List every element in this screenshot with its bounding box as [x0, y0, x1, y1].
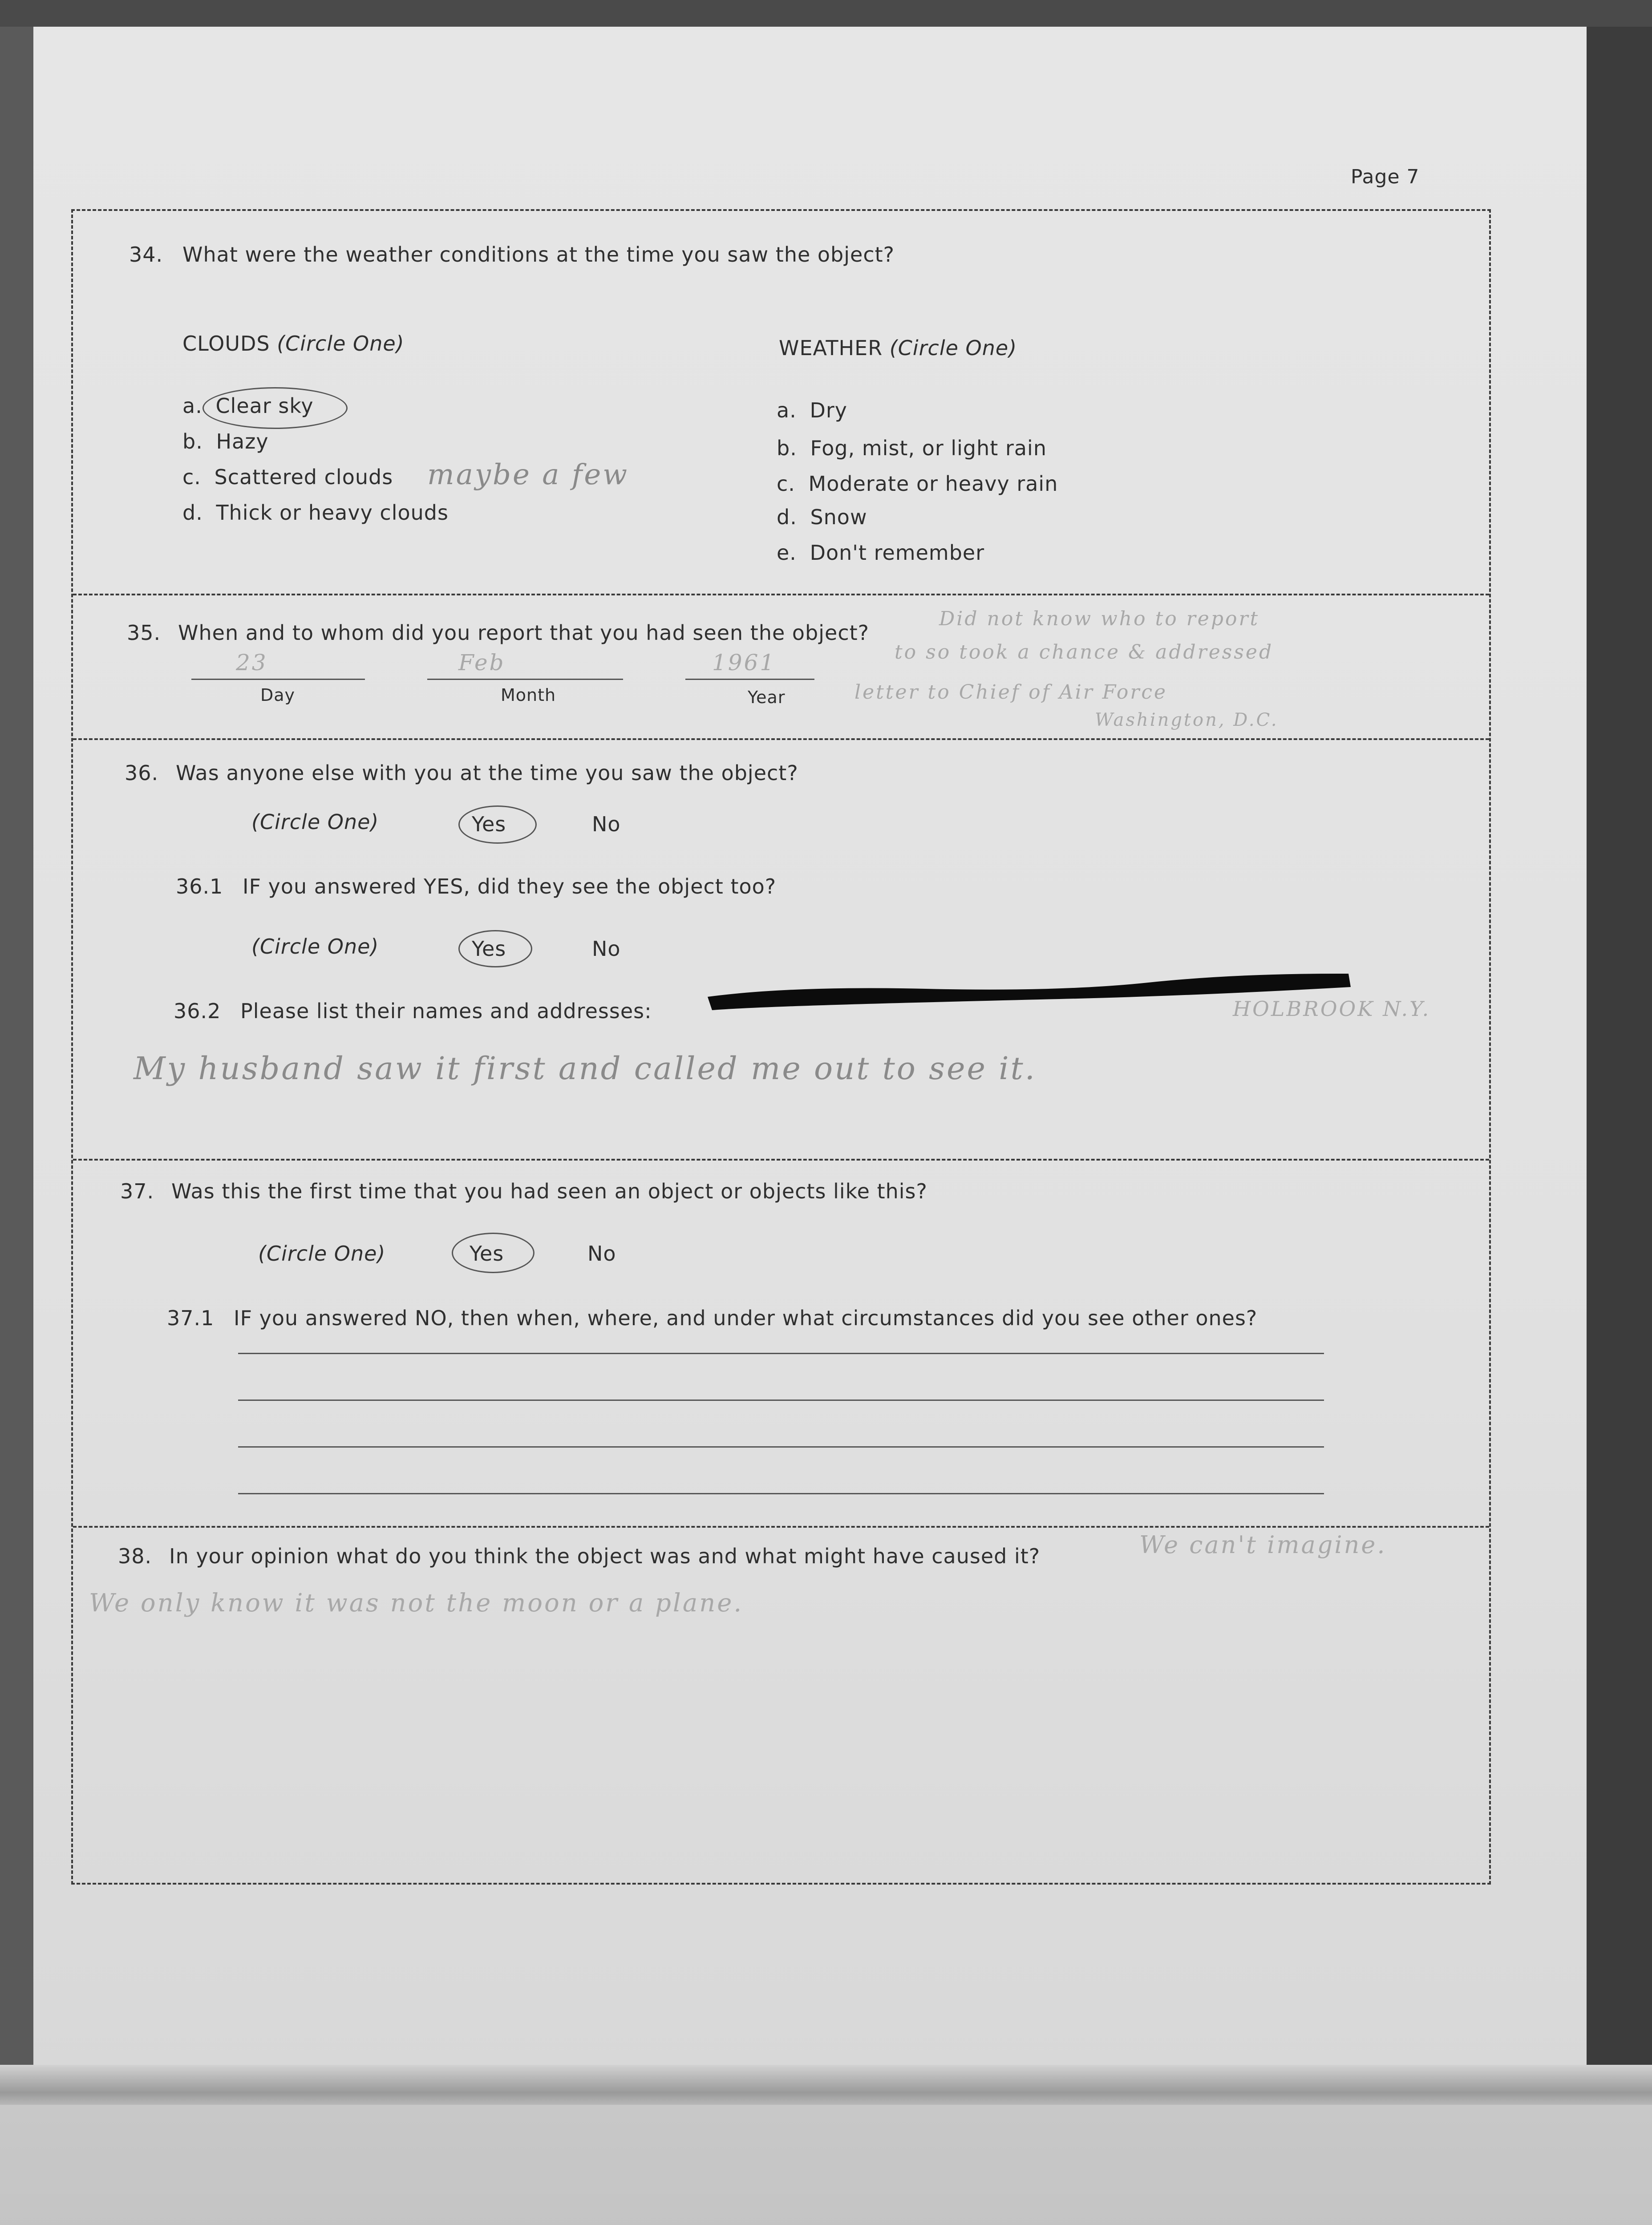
handwritten-opinion-answer-2: We only know it was not the moon or a plane.: [89, 1589, 744, 1618]
weather-option-letter: e.: [777, 541, 797, 565]
q36-no[interactable]: No: [592, 812, 621, 836]
weather-option-label: Snow: [810, 505, 867, 529]
page-number: Page 7: [1351, 166, 1420, 188]
q37-question: Was this the first time that you had seen an object or objects like this?: [171, 1179, 927, 1203]
year-underline: [685, 679, 814, 680]
weather-option-letter: d.: [777, 505, 797, 529]
clouds-option-b[interactable]: [182, 429, 269, 453]
month-label: Month: [501, 685, 556, 705]
handwritten-day: 23: [236, 650, 268, 676]
q37-1-number: 37.1: [167, 1306, 215, 1330]
q36-number: 36.: [125, 761, 159, 785]
q34-question: What were the weather conditions at the time you saw the object?: [182, 243, 895, 267]
day-underline: [191, 679, 365, 680]
form-frame: [71, 209, 1491, 1885]
q37-1-answer-line-3[interactable]: [238, 1446, 1324, 1448]
answer-circle-q37-yes: [452, 1233, 534, 1273]
q37-circle-one: (Circle One): [258, 1242, 386, 1266]
clouds-circle-one: (Circle One): [277, 332, 405, 356]
weather-header-label: WEATHER: [779, 336, 883, 360]
divider-34-35: [73, 594, 1489, 595]
day-label: Day: [260, 685, 296, 705]
q37-1-answer-line-1[interactable]: [238, 1353, 1324, 1354]
clouds-option-d[interactable]: [182, 501, 449, 525]
q36-2-question: Please list their names and addresses:: [240, 999, 652, 1023]
scan-top-border: [0, 0, 1652, 27]
weather-option-c[interactable]: [777, 472, 1058, 496]
month-underline: [427, 679, 623, 680]
q36-1-no[interactable]: No: [592, 937, 621, 961]
clouds-header: [182, 332, 405, 356]
clouds-option-letter: c.: [182, 465, 201, 489]
q37-1-answer-line-4[interactable]: [238, 1493, 1324, 1494]
divider-35-36: [73, 738, 1489, 740]
clouds-header-label: CLOUDS: [182, 332, 270, 356]
q38-question: In your opinion what do you think the object was and what might have caused it?: [169, 1544, 1041, 1568]
handwritten-report-note-3: letter to Chief of Air Force: [854, 681, 1168, 704]
q36-2-number: 36.2: [174, 999, 221, 1023]
q36-1-number: 36.1: [176, 874, 223, 898]
q38-number: 38.: [118, 1544, 152, 1568]
handwritten-opinion-answer-1: We can't imagine.: [1139, 1531, 1387, 1559]
answer-circle-q36-yes: [458, 805, 537, 844]
q37-no[interactable]: No: [587, 1242, 616, 1266]
weather-option-letter: a.: [777, 398, 797, 422]
q37-yes[interactable]: Yes: [470, 1242, 504, 1266]
q34-number: 34.: [129, 243, 163, 267]
handwritten-address-fragment: HOLBROOK N.Y.: [1233, 997, 1431, 1021]
q35-question: When and to whom did you report that you had seen the object?: [178, 621, 870, 645]
q36-circle-one: (Circle One): [251, 810, 379, 834]
clouds-option-label: Clear sky: [215, 394, 314, 418]
weather-option-b[interactable]: [777, 436, 1047, 460]
weather-circle-one: (Circle One): [889, 336, 1017, 360]
q36-1-question: IF you answered YES, did they see the object too?: [243, 874, 777, 898]
handwritten-report-note-2: to so took a chance & addressed: [895, 641, 1274, 663]
answer-circle-clear-sky: [202, 387, 348, 429]
weather-option-letter: b.: [777, 436, 797, 460]
page-fold-shadow: [0, 2065, 1652, 2105]
clouds-option-letter: a.: [182, 394, 202, 418]
handwritten-names-answer: My husband saw it first and called me out to see it.: [134, 1050, 1037, 1087]
clouds-option-letter: b.: [182, 429, 203, 453]
clouds-option-c[interactable]: [182, 465, 393, 489]
weather-option-label: Moderate or heavy rain: [808, 472, 1058, 496]
clouds-option-label: Thick or heavy clouds: [216, 501, 449, 525]
clouds-option-label: Hazy: [216, 429, 269, 453]
handwritten-report-note-4: Washington, D.C.: [1095, 710, 1279, 730]
q36-1-yes[interactable]: Yes: [472, 937, 506, 961]
weather-header: [779, 336, 1017, 360]
underlying-sheet: [0, 2100, 1652, 2225]
weather-option-label: Fog, mist, or light rain: [810, 436, 1047, 460]
q37-number: 37.: [120, 1179, 154, 1203]
answer-circle-q36-1-yes: [458, 930, 532, 967]
q35-number: 35.: [127, 621, 161, 645]
clouds-option-letter: d.: [182, 501, 203, 525]
divider-37-38: [73, 1526, 1489, 1528]
q37-1-answer-line-2[interactable]: [238, 1400, 1324, 1401]
handwritten-clouds-note: maybe a few: [427, 458, 629, 491]
scan-left-border: [0, 27, 33, 2118]
q37-1-question: IF you answered NO, then when, where, and under what circumstances did you see other ones?: [234, 1306, 1258, 1330]
weather-option-a[interactable]: [777, 398, 847, 422]
divider-36-37: [73, 1159, 1489, 1161]
handwritten-year: 1961: [712, 650, 776, 676]
handwritten-month: Feb: [458, 650, 506, 676]
q36-1-circle-one: (Circle One): [251, 934, 379, 959]
weather-option-e[interactable]: [777, 541, 984, 565]
year-label: Year: [748, 688, 786, 707]
handwritten-report-note-1: Did not know who to report: [939, 607, 1260, 630]
weather-option-label: Dry: [810, 398, 847, 422]
scan-right-border: [1587, 27, 1652, 2118]
clouds-option-label: Scattered clouds: [214, 465, 393, 489]
weather-option-letter: c.: [777, 472, 795, 496]
weather-option-d[interactable]: [777, 505, 867, 529]
q36-yes[interactable]: Yes: [472, 812, 506, 836]
q36-question: Was anyone else with you at the time you saw the object?: [176, 761, 798, 785]
weather-option-label: Don't remember: [810, 541, 985, 565]
